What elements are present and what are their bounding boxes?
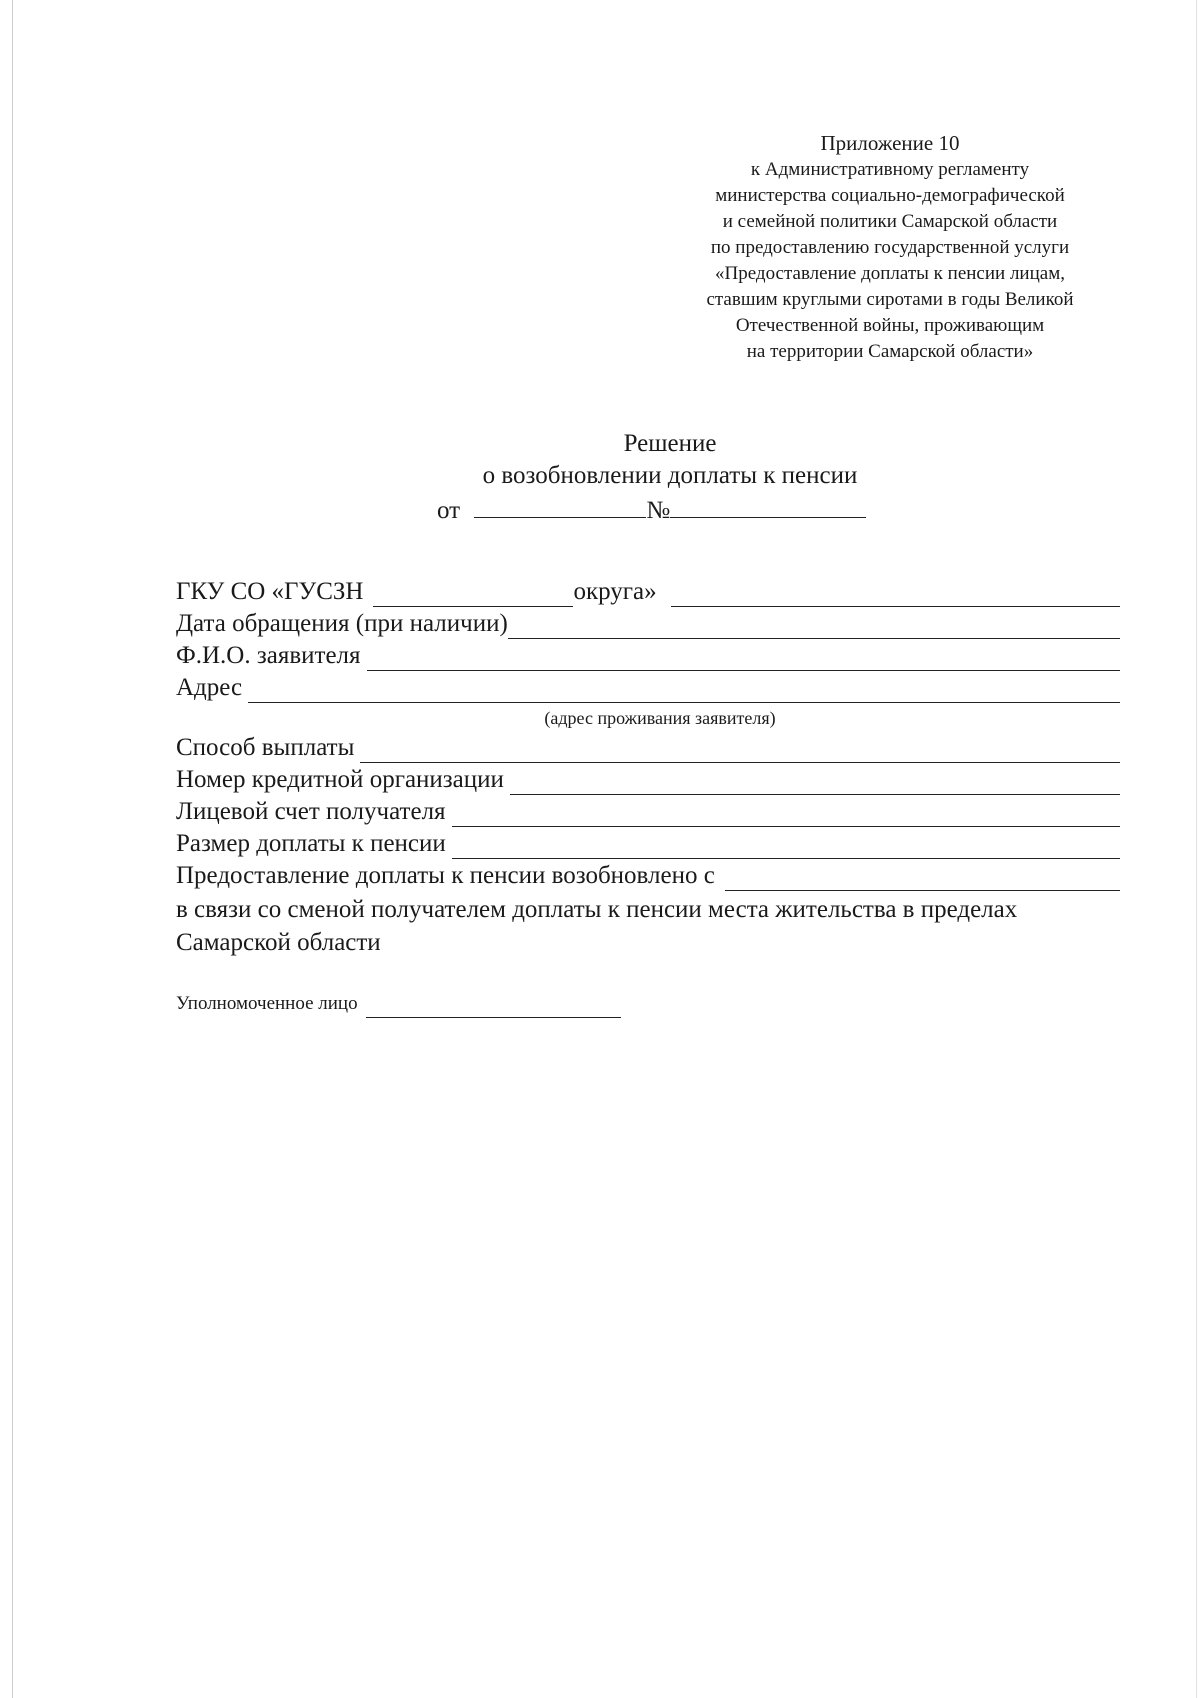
credit-org-label: Номер кредитной организации	[176, 766, 504, 793]
signature-blank[interactable]	[366, 997, 621, 1018]
credit-org-row	[176, 765, 1120, 795]
date-blank[interactable]	[474, 492, 646, 518]
district-blank[interactable]	[373, 584, 573, 607]
credit-org-blank[interactable]	[510, 772, 1120, 795]
request-date-label: Дата обращения (при наличии)	[176, 610, 508, 637]
appendix-header	[600, 129, 1180, 365]
payment-method-label: Способ выплаты	[176, 734, 355, 761]
appendix-line: Приложение 10	[820, 131, 960, 155]
account-label: Лицевой счет получателя	[176, 798, 446, 825]
agency-prefix: ГКУ СО «ГУСЗН	[176, 578, 364, 605]
amount-label: Размер доплаты к пенсии	[176, 830, 446, 857]
date-prefix: от	[437, 497, 461, 524]
scan-left-edge	[12, 0, 13, 1698]
agency-row	[176, 577, 1120, 607]
document-title	[400, 428, 940, 492]
resumed-from-label: Предоставление доплаты к пенсии возобновлено с	[176, 862, 715, 889]
appendix-line: по предоставлению государственной услуги	[710, 237, 1070, 258]
agency-suffix: округа»	[573, 578, 657, 605]
request-date-row	[176, 609, 1120, 639]
applicant-name-label: Ф.И.О. заявителя	[176, 642, 361, 669]
appendix-line: и семейной политики Самарской области	[722, 211, 1058, 232]
appendix-line: ставшим круглыми сиротами в годы Великой	[706, 289, 1074, 310]
amount-blank[interactable]	[452, 836, 1120, 859]
payment-method-blank[interactable]	[360, 740, 1120, 763]
date-number-line	[437, 492, 866, 524]
payment-method-row	[176, 733, 1120, 763]
scan-right-edge	[1196, 0, 1197, 1698]
signature-label: Уполномоченное лицо	[176, 993, 358, 1014]
applicant-name-blank[interactable]	[367, 648, 1120, 671]
number-blank[interactable]	[670, 492, 866, 518]
reason-text: в связи со сменой получателем доплаты к пенсии места жительства в пределах Самарской области	[176, 896, 1018, 956]
address-label: Адрес	[176, 674, 243, 701]
resumed-from-row	[176, 861, 1120, 891]
request-date-blank[interactable]	[508, 616, 1120, 639]
agency-blank[interactable]	[671, 584, 1120, 607]
number-sign: №	[646, 497, 671, 524]
account-blank[interactable]	[452, 804, 1120, 827]
address-blank[interactable]	[248, 680, 1120, 703]
amount-row	[176, 829, 1120, 859]
appendix-line: к Административному регламенту	[750, 159, 1030, 180]
address-caption: (адрес проживания заявителя)	[544, 708, 776, 728]
address-row	[176, 673, 1120, 703]
appendix-line: на территории Самарской области»	[746, 341, 1034, 362]
appendix-line: министерства социально-демографической	[715, 185, 1065, 206]
appendix-line: «Предоставление доплаты к пенсии лицам,	[715, 263, 1065, 284]
applicant-name-row	[176, 641, 1120, 671]
signature-row	[176, 990, 621, 1018]
account-row	[176, 797, 1120, 827]
title-line-2: о возобновлении доплаты к пенсии	[482, 462, 858, 489]
title-line-1: Решение	[623, 430, 717, 457]
appendix-line: Отечественной войны, проживающим	[735, 315, 1045, 336]
resumed-from-blank[interactable]	[725, 868, 1120, 891]
